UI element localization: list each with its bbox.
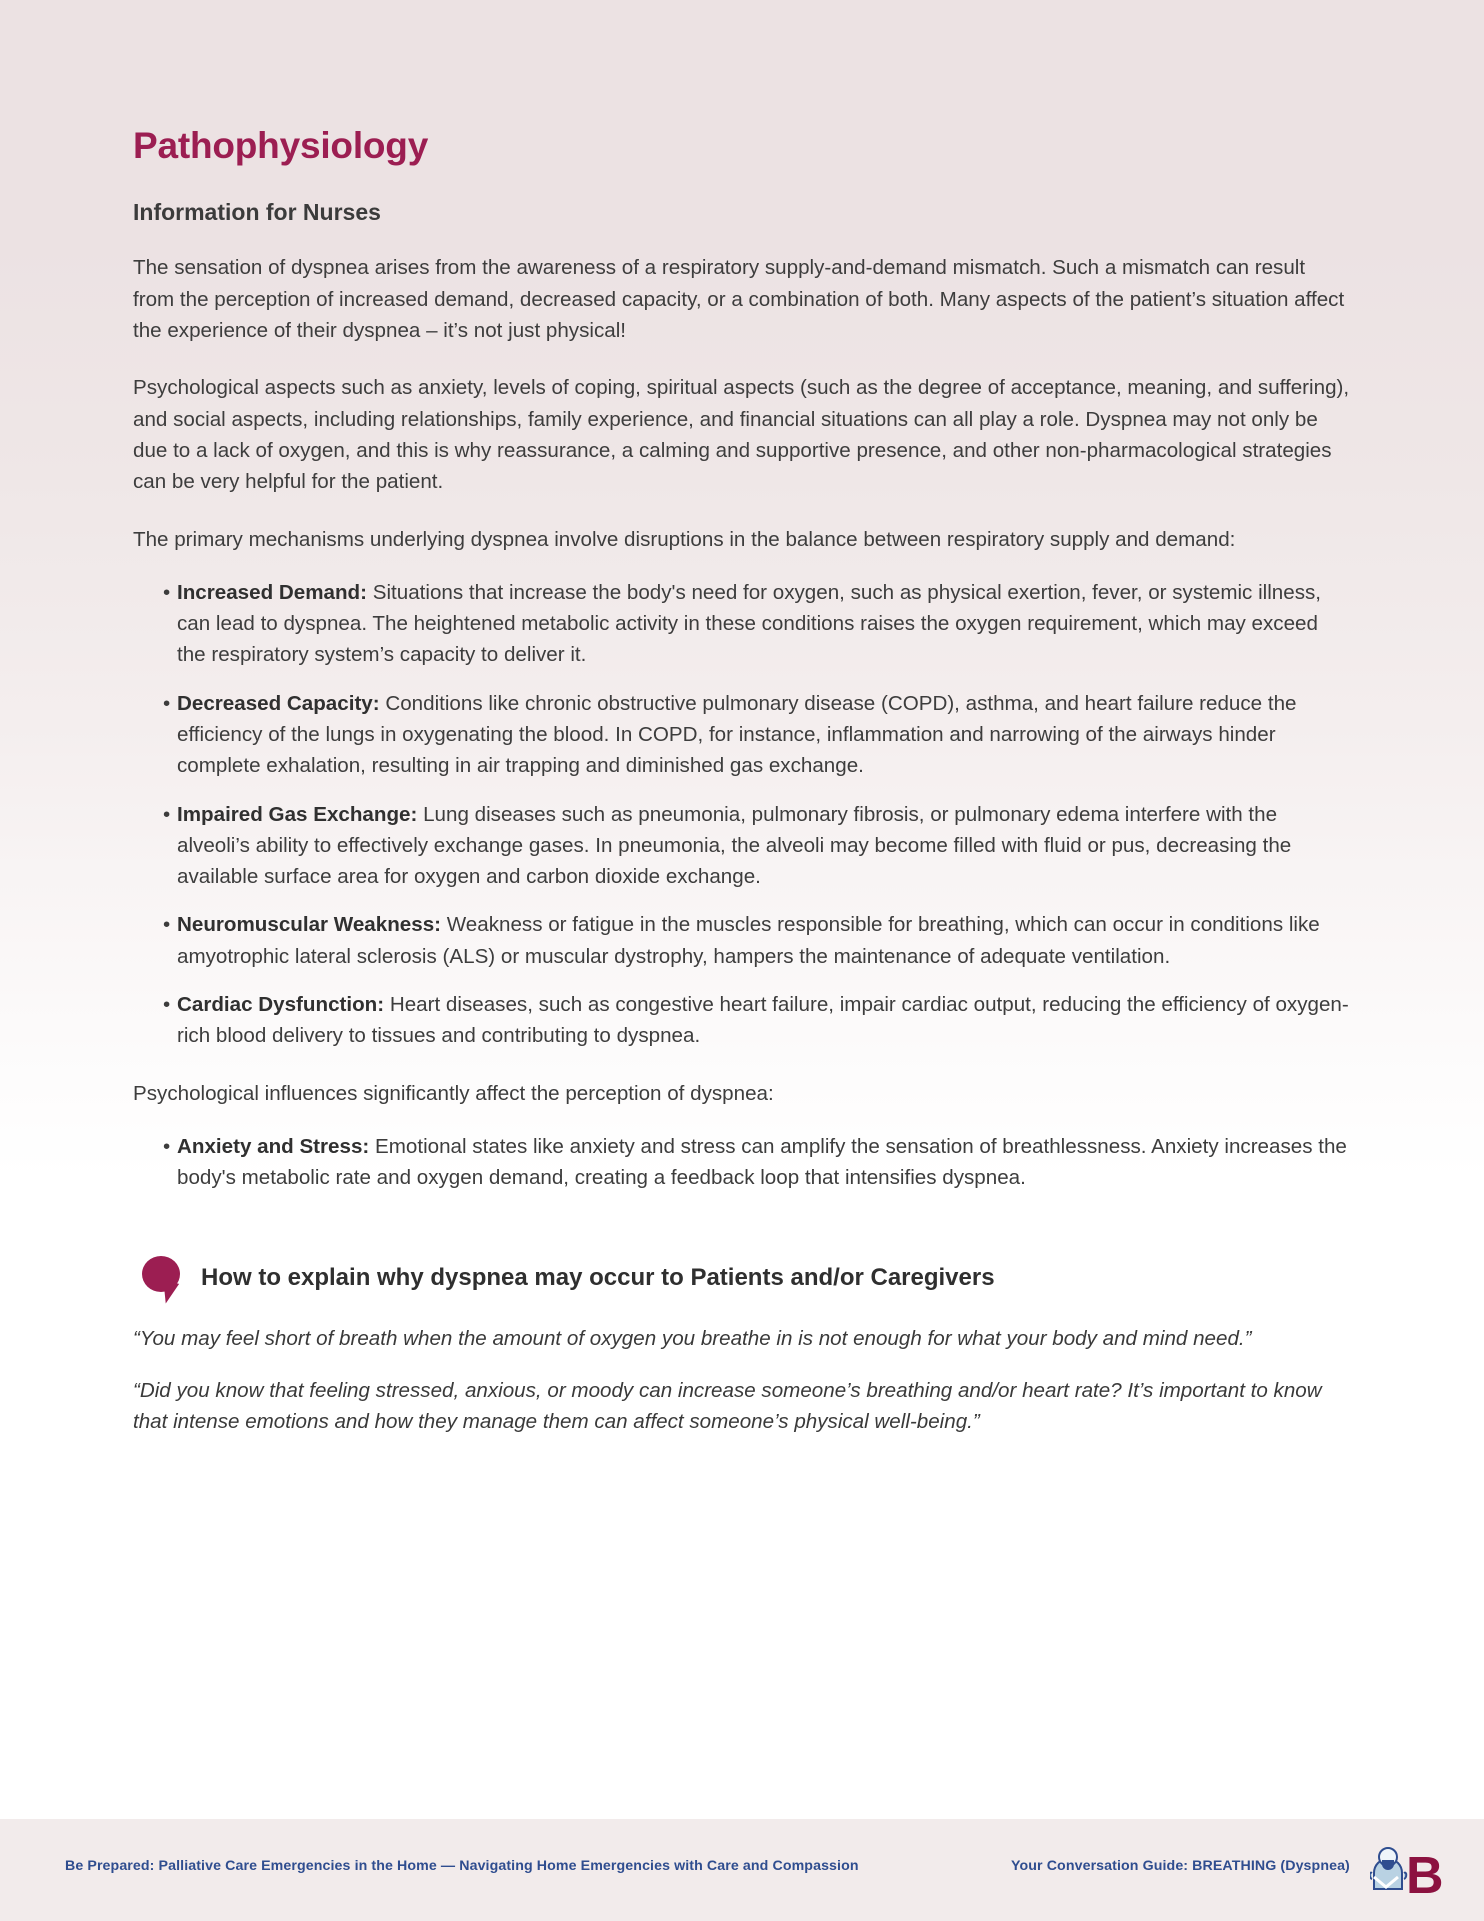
page-title: Pathophysiology [133,125,429,166]
mechanisms-bullet-list [133,555,1351,1052]
speech-bubble-tail [159,1280,179,1305]
list-item-term: Impaired Gas Exchange: [177,802,418,826]
list-item [133,989,1351,1052]
bullet-marker-icon: • [163,691,171,715]
bullet-marker-icon: • [163,993,171,1017]
patient-quote: “Did you know that feeling stressed, anxious, or moody can increase someone’s breathing and/or heart rate? It’s important to know that intense emotions and how they manage them can affect someone’s physical well-being.” [133,1379,1322,1434]
document-content [133,0,1351,1438]
svg-text:B: B [1406,1847,1444,1903]
list-item-text: Weakness or fatigue in the muscles responsible for breathing, which can occur in conditions like amyotrophic lateral sclerosis (ALS) or muscular dystrophy, hampers the maintenance of adequate ventilation. [177,913,1320,968]
list-item-term: Decreased Capacity: [177,691,380,715]
footer-guide-title: Your Conversation Guide: BREATHING (Dyspnea) [1011,1858,1350,1874]
list-item [133,909,1351,972]
caregiver-figure-icon [1370,1848,1406,1889]
list-item-text: Conditions like chronic obstructive pulmonary disease (COPD), asthma, and heart failure reduce the efficiency of the lungs in oxygenating the blood. In COPD, for instance, inflammation and narrowing of the airways hinder complete exhalation, resulting in air trapping and diminished gas exchange. [177,691,1297,778]
bullet-marker-icon: • [163,802,171,826]
list-item-text: Heart diseases, such as congestive heart failure, impair cardiac output, reducing the efficiency of oxygen-rich blood delivery to tissues and contributing to dyspnea. [177,993,1349,1048]
bullet-marker-icon: • [163,1134,171,1158]
psychological-bullet-list [133,1109,1351,1194]
brand-logo [1370,1843,1456,1903]
list-item [133,799,1351,893]
page-footer [0,1818,1484,1921]
list-item [133,688,1351,782]
intro-paragraph-1: The sensation of dyspnea arises from the awareness of a respiratory supply-and-demand mismatch. Such a mismatch can result from the perception of increased demand, decreased capacity, or a combination of both. Many aspects of the patient’s situation affect the experience of their dyspnea – it’s not just physical! [133,256,1345,343]
list-item-text: Lung diseases such as pneumonia, pulmonary fibrosis, or pulmonary edema interfere with the alveoli’s ability to effectively exchange gases. In pneumonia, the alveoli may become filled with fluid or pus, decreasing the available surface area for oxygen and carbon dioxide exchange. [177,802,1292,889]
section-subtitle: Information for Nurses [133,198,381,225]
patient-quote: “You may feel short of breath when the amount of oxygen you breathe in is not enough for what your body and mind need.” [133,1326,1252,1350]
list-item-term: Neuromuscular Weakness: [177,913,442,937]
bullet-marker-icon: • [163,580,171,604]
explain-section-title: How to explain why dyspnea may occur to Patients and/or Caregivers [201,1264,995,1292]
list-item-term: Anxiety and Stress: [177,1134,370,1158]
list-item-text: Emotional states like anxiety and stress can amplify the sensation of breathlessness. Anxiety increases the body's metabolic rate and oxygen demand, creating a feedback loop that intensifies dyspnea. [177,1134,1347,1190]
explain-section-header [133,1256,1351,1302]
footer-inner [0,1819,1484,1921]
intro-paragraph-2: Psychological aspects such as anxiety, levels of coping, spiritual aspects (such as the degree of acceptance, meaning, and suffering), and social aspects, including relationships, family experience, and financial situations can all play a role. Dyspnea may not only be due to a lack of oxygen, and this is why reassurance, a calming and supportive presence, and other non-pharmacological strategies can be very helpful for the patient. [133,376,1350,494]
list-item [133,577,1351,671]
list-item-text: Situations that increase the body's need for oxygen, such as physical exertion, fever, or systemic illness, can lead to dyspnea. The heightened metabolic activity in these conditions raises the oxygen requirement, which may exceed the respiratory system’s capacity to deliver it. [177,580,1322,667]
speech-bubble-icon [139,1256,191,1302]
explain-section [133,1194,1351,1439]
list-item [133,1131,1351,1194]
footer-series-title: Be Prepared: Palliative Care Emergencies in the Home — Navigating Home Emergencies with Care and Compassion [65,1858,859,1874]
bullet-marker-icon: • [163,913,171,937]
psychological-lead-in: Psychological influences significantly affect the perception of dyspnea: [133,1081,774,1105]
mechanisms-lead-in: The primary mechanisms underlying dyspnea involve disruptions in the balance between respiratory supply and demand: [133,527,1236,551]
list-item-term: Cardiac Dysfunction: [177,993,385,1017]
logo-letter-b [1406,1847,1444,1903]
list-item-term: Increased Demand: [177,580,367,604]
